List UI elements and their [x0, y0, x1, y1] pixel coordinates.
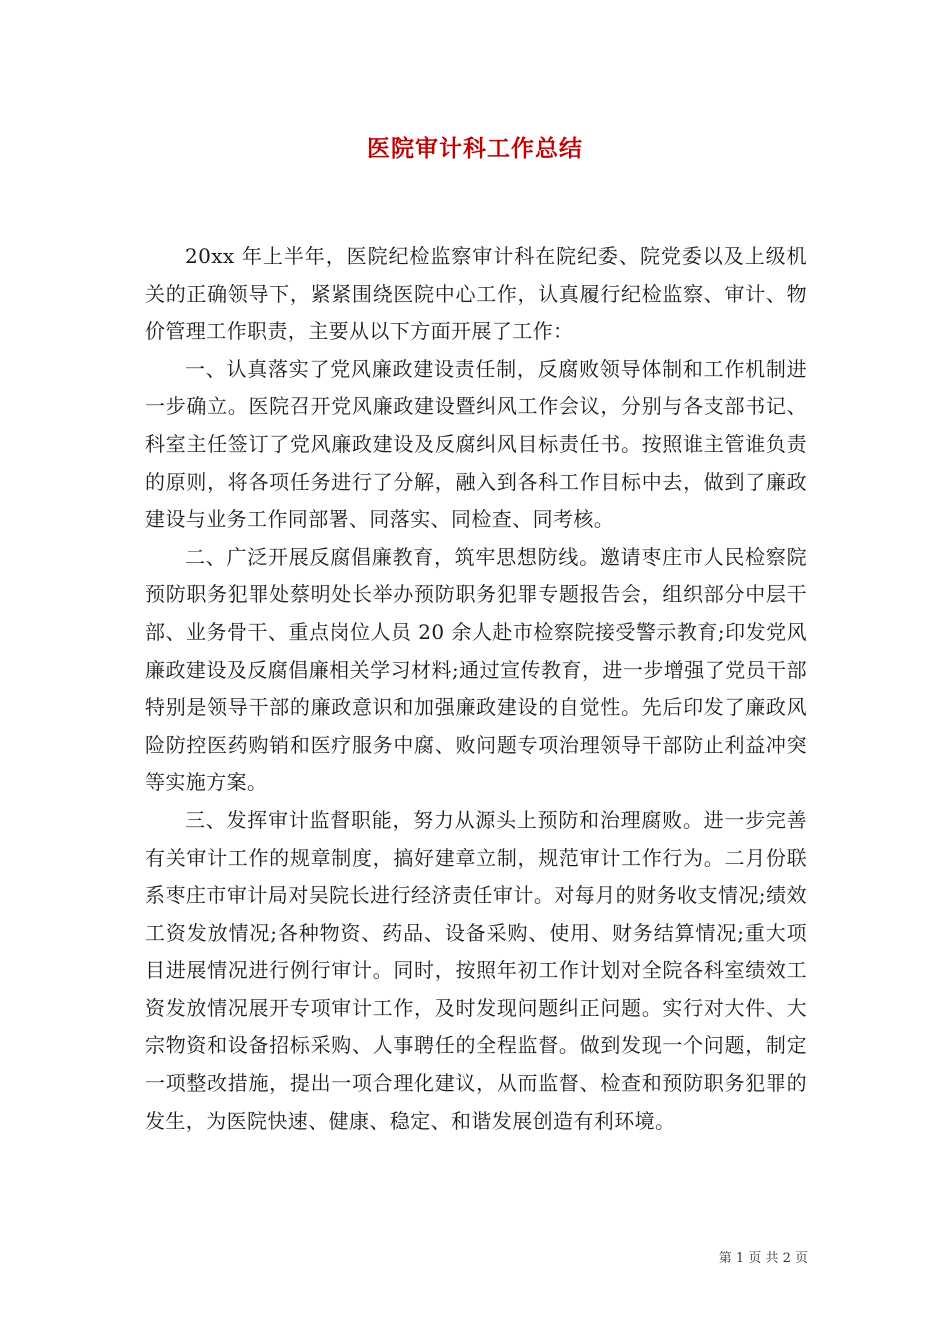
paragraph-section-1: 一、认真落实了党风廉政建设责任制，反腐败领导体制和工作机制进一步确立。医院召开党风廉政建设暨纠风工作会议，分别与各支部书记、科室主任签订了党风廉政建设及反腐纠风目标责任书。按照谁主管谁负责的原则，将各项任务进行了分解，融入到各科工作目标中去，做到了廉政建设与业务工作同部署、同落实、同检查、同考核。 — [145, 356, 807, 532]
page-number-footer: 第 1 页 共 2 页 — [718, 1251, 808, 1266]
paragraph-intro: 20xx 年上半年，医院纪检监察审计科在院纪委、院党委以及上级机关的正确领导下，紧紧围绕医院中心工作，认真履行纪检监察、审计、物价管理工作职责，主要从以下方面开展了工作： — [145, 244, 807, 344]
paragraph-section-2: 二、广泛开展反腐倡廉教育，筑牢思想防线。邀请枣庄市人民检察院预防职务犯罪处蔡明处长举办预防职务犯罪专题报告会，组织部分中层干部、业务骨干、重点岗位人员 20 余人赴市检察院接受警示教育;印发党风廉政建设及反腐倡廉相关学习材料;通过宣传教育，进一步增强了党员干部特别是领导干部的廉政意识和加强廉政建设的自觉性。先后印发了廉政风险防控医药购销和医疗服务中腐、败问题专项治理领导干部防止利益冲突等实施方案。 — [145, 544, 807, 795]
document-title: 医院审计科工作总结 — [367, 135, 583, 162]
document-body — [145, 238, 807, 1140]
paragraph-section-3: 三、发挥审计监督职能，努力从源头上预防和治理腐败。进一步完善有关审计工作的规章制度，搞好建章立制，规范审计工作行为。二月份联系枣庄市审计局对吴院长进行经济责任审计。对每月的财务收支情况;绩效工资发放情况;各种物资、药品、设备采购、使用、财务结算情况;重大项目进展情况进行例行审计。同时，按照年初工作计划对全院各科室绩效工资发放情况展开专项审计工作，及时发现问题纠正问题。实行对大件、大宗物资和设备招标采购、人事聘任的全程监督。做到发现一个问题，制定一项整改措施，提出一项合理化建议，从而监督、检查和预防职务犯罪的发生，为医院快速、健康、稳定、和谐发展创造有利环境。 — [145, 807, 807, 1133]
